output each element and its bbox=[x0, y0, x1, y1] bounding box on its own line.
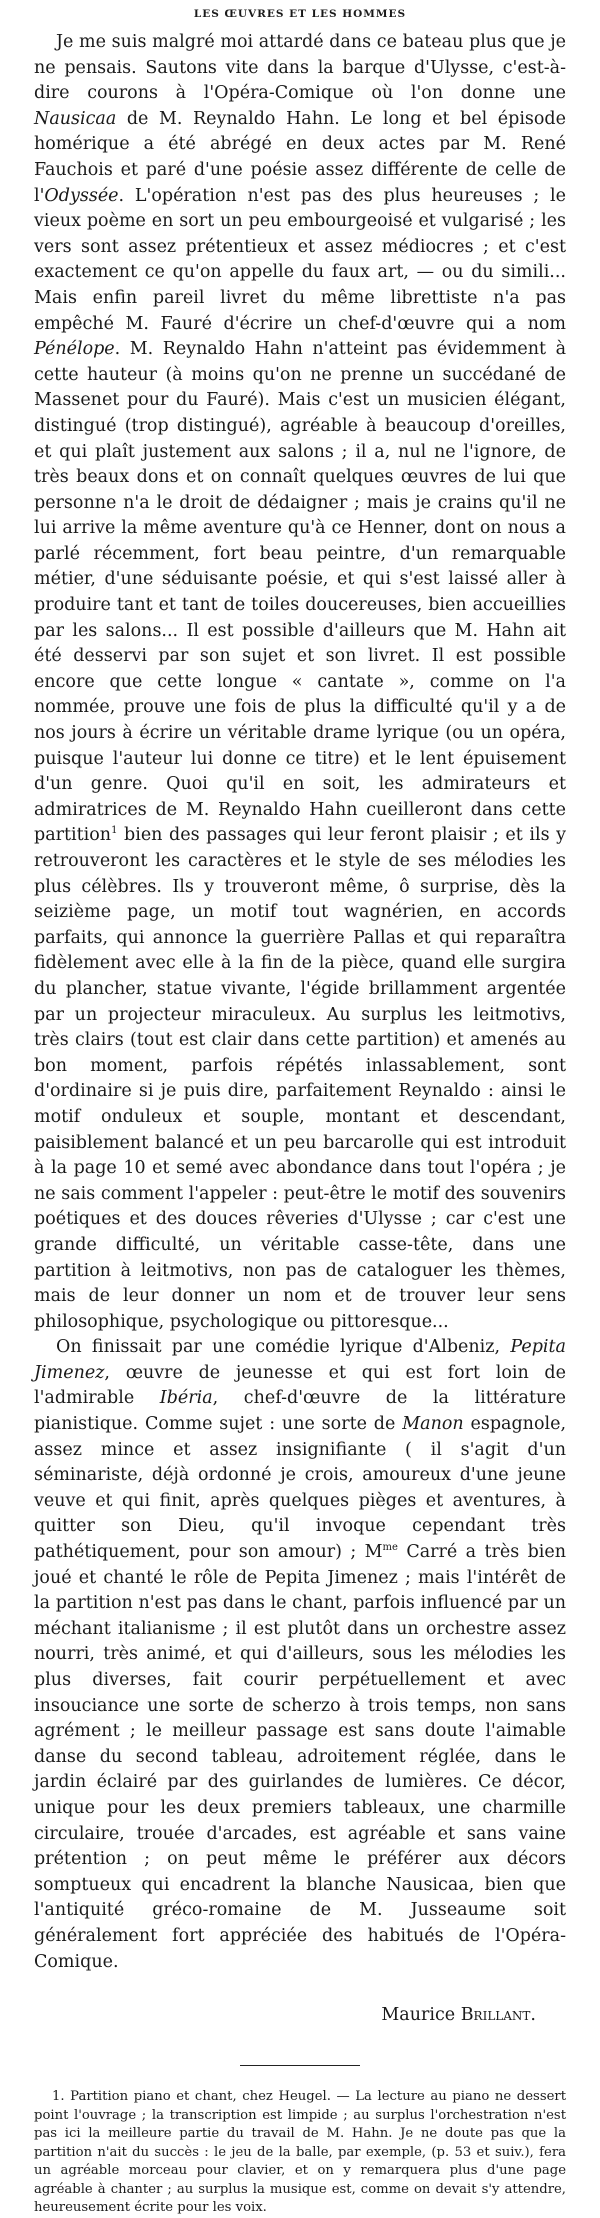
text-run: . L'opération n'est pas des plus heureuses ; le vieux poème en sort un peu embourgeoisé et vulgarisé ; les vers sont assez prétentieux et assez médiocres ; et c'est exactement ce qu'on appelle du faux art, — ou du simili... Mais enfin pareil livret du même librettiste n'a pas empêché M. Fauré d'écrire un chef-d'œuvre qui a nom bbox=[34, 185, 566, 334]
text-run: , chef-d'œuvre de la littérature pianistique. Comme sujet : une sorte de bbox=[34, 1388, 566, 1435]
text-run: bien des passages qui leur feront plaisir ; et ils y retrouveront les caractères et le style de ses mélodies les plus célèbres. Ils y trouveront même, ô surprise, dès la seizième page, un motif tout wagnérien, en accords parfaits, qui annonce la guerrière Pallas et qui reparaîtra fidèlement avec elle à la fin de la pièce, quand elle surgira du plancher, statue vivante, l'égide brillamment argentée par un projecteur miraculeux. Au surplus les leitmotivs, très clairs (tout est clair dans cette partition) et amenés au bon moment, parfois répétés inlassablement, sont d'ordinaire si je puis dire, parfaitement Reynaldo : ainsi le motif onduleux et souple, montant et descendant, paisiblement balancé et un peu barcarolle qui est introduit à la page 10 et semé avec abondance dans tout l'opéra ; je ne sais comment l'appeler : peut-être le motif des souvenirs poétiques et des douces rêveries d'Ulysse ; car c'est une grande difficulté, un véritable casse-tête, dans une partition à leitmotivs, non pas de cataloguer les thèmes, mais de leur donner un nom et de trouver leur sens philosophique, psychologique ou pittoresque... bbox=[34, 825, 566, 1332]
article-body bbox=[34, 30, 566, 1975]
paragraph-2 bbox=[34, 1335, 566, 1975]
author-signature bbox=[34, 2005, 536, 2025]
text-run: , œuvre de jeunesse et qui est fort loin de l'admirable bbox=[34, 1362, 566, 1409]
text-run: . M. Reynaldo Hahn n'atteint pas évidemment à cette hauteur (à moins qu'on ne prenne un succédané de Massenet pour du Fauré). Mais c'est un musicien élégant, distingué (trop distingué), agréable à beaucoup d'oreilles, et qui plaît justement aux salons ; il a, nul ne l'ignore, de très beaux dons et on connaît quelques œuvres de lui que personne n'a le droit de dédaigner ; mais je crains qu'il ne lui arrive la même aventure qu'à ce Henner, dont on nous a parlé récemment, fort beau peintre, d'un remarquable métier, d'une séduisante poésie, et qui s'est laissé aller à produire tant et tant de toiles doucereuses, bien accueillies par les salons... Il est possible d'ailleurs que M. Hahn ait été desservi par son sujet et son livret. Il est possible encore que cette longue « cantate », comme on l'a nommée, prouve une fois de plus la difficulté qu'il y a de nos jours à écrire un véritable drame lyrique (ou un opéra, puisque l'auteur lui donne ce titre) et le lent épuisement d'un genre. Quoi qu'il en soit, les admirateurs et admiratrices de M. Reynaldo Hahn cueilleront dans cette partition bbox=[34, 339, 566, 846]
footnote-marker: 1 bbox=[111, 825, 118, 837]
superscript-abbrev: me bbox=[382, 1542, 398, 1554]
running-head: LES ŒUVRES ET LES HOMMES bbox=[193, 8, 407, 20]
work-title-italic: Nausicaa bbox=[34, 108, 117, 129]
work-title-italic: Pepita Jimenez bbox=[34, 1337, 566, 1383]
text-run: Carré a très bien joué et chanté le rôle de Pepita Jimenez ; mais l'intérêt de la partition n'est pas dans le chant, parfois influencé par un méchant italianisme ; il est plutôt dans un orchestre assez nourri, très animé, et qui d'ailleurs, sous les mélodies les plus diverses, fait courir perpétuellement et avec insouciance une sorte de scherzo à trois temps, non sans agrément ; le meilleur passage est sans doute l'aimable danse du second tableau, adroitement réglée, dans le jardin éclairé par des guirlandes de lumières. Ce décor, unique pour les deux premiers tableaux, une charmille circulaire, trouée d'arcades, est agréable et sans vaine prétention ; on peut même le préférer aux décors somptueux qui encadrent la blanche Nausicaa, bien que l'antiquité gréco-romaine de M. Jusseaume soit généralement fort appréciée des habitués de l'Opéra-Comique. bbox=[34, 1542, 566, 1972]
author-last-name: Brillant. bbox=[460, 2005, 536, 2026]
footnote-separator bbox=[240, 2065, 360, 2066]
work-title-italic: Odyssée bbox=[44, 185, 119, 206]
text-run: espagnole, assez mince et assez insignifiante ( il s'agit d'un séminariste, déjà ordonné je crois, amoureux d'une jeune veuve et qui finit, après quelques pièges et aventures, à quitter son Dieu, qu'il invoque cependant très pathétiquement, pour son amour) ; M bbox=[34, 1414, 567, 1563]
text-run: Je me suis malgré moi attardé dans ce bateau plus que je ne pensais. Sautons vite dans la barque d'Ulysse, c'est-à-dire courons à l'Opéra-Comique où l'on donne une bbox=[34, 32, 566, 104]
paragraph-1 bbox=[34, 30, 566, 1335]
work-title-italic: Ibéria bbox=[159, 1388, 213, 1409]
footnote-text: Partition piano et chant, chez Heugel. — La lecture au piano ne dessert point l'ouvrage ; la transcription est limpide ; au surplus l'orchestration n'est pas ici la meilleure partie du travail de M. Hahn. Je ne doute pas que la partition n'ait du succès : le jeu de la balle, par exemple, (p. 53 et suiv.), fera un agréable morceau pour clavier, et on y remarquera plus d'une page agréable à chanter ; au surplus la musique est, comme on devait s'y attendre, heureusement écrite pour les voix. bbox=[34, 2089, 566, 2216]
text-run: On finissait par une comédie lyrique d'Albeniz, bbox=[56, 1337, 511, 1358]
text-run: de M. Reynaldo Hahn. Le long et bel épisode homérique a été abrégé en deux actes par M. René Fauchois et paré d'une poésie assez différente de celle de l' bbox=[34, 108, 566, 206]
footnote bbox=[34, 2088, 566, 2218]
footnote-number: 1. bbox=[52, 2089, 65, 2105]
work-title-italic: Manon bbox=[402, 1414, 464, 1435]
author-first-name: Maurice bbox=[381, 2005, 461, 2026]
work-title-italic: Pénélope bbox=[34, 339, 115, 360]
